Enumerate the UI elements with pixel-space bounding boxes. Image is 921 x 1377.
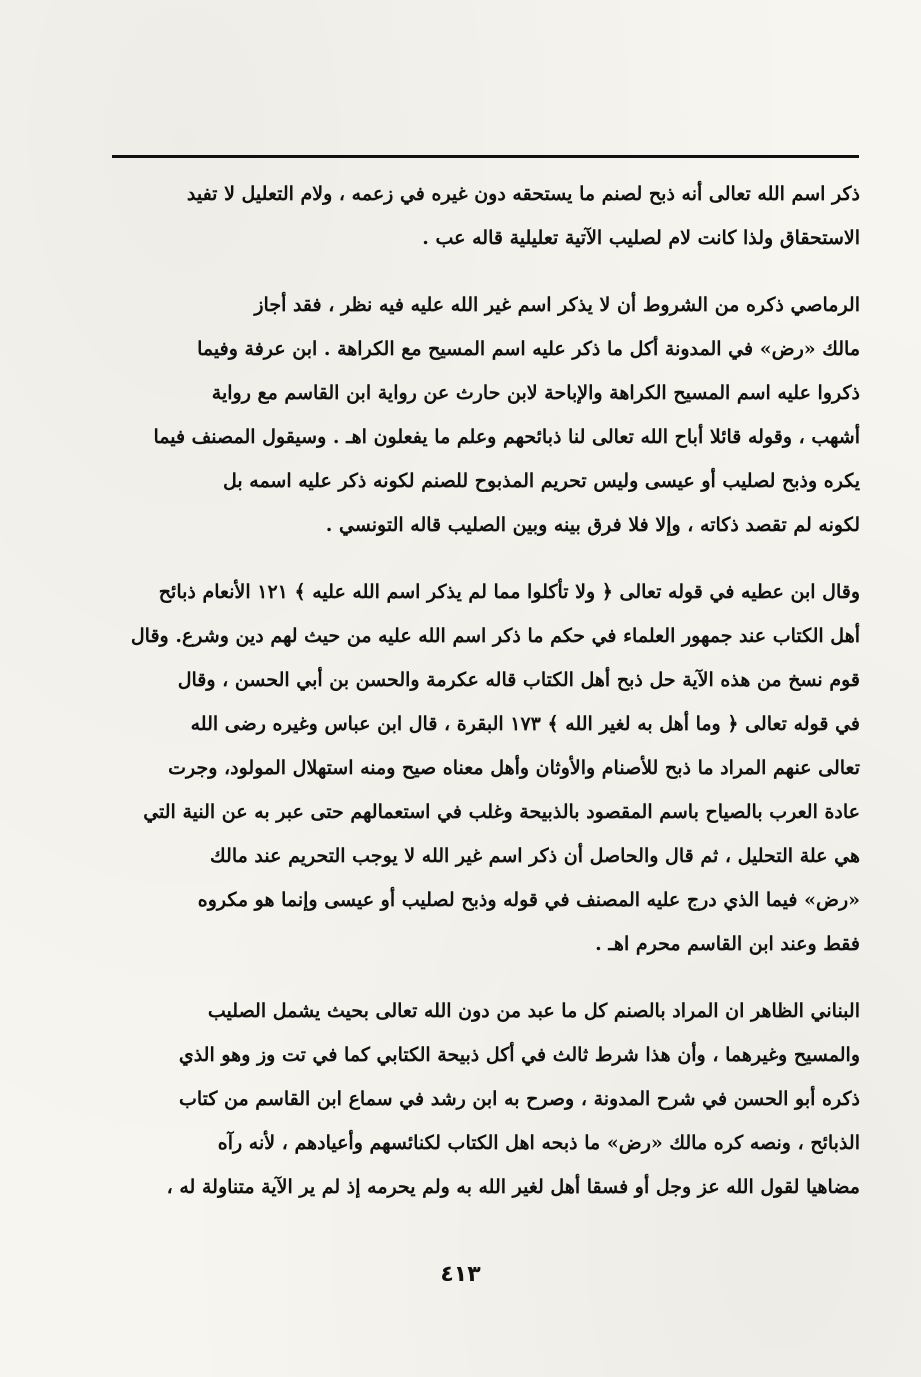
text-line: عادة العرب بالصياح باسم المقصود بالذبيحة وغلب في استعمالهم حتى عبر به عن النية التي [143,801,860,823]
text-line: الذبائح ، ونصه كره مالك «رض» ما ذبحه اهل الكتاب لكنائسهم وأعيادهم ، لأنه رآه [217,1132,860,1154]
paragraph-1 [108,172,860,260]
paragraph-2 [108,283,860,547]
text-line: قوم نسخ من هذه الآية حل ذبح أهل الكتاب قاله عكرمة والحسن بن أبي الحسن ، وقال [177,669,860,691]
text-line: في قوله تعالى ﴿ وما أهل به لغير الله ﴾ ١٧٣ البقرة ، قال ابن عباس وغيره رضى الله [190,713,860,735]
header-rule [112,155,859,158]
text-line: هي علة التحليل ، ثم قال والحاصل أن ذكر اسم غير الله لا يوجب التحريم عند مالك [210,845,860,867]
paragraph-gap [108,966,860,989]
page-number: ٤١٣ [440,1262,481,1287]
text-line: ذكروا عليه اسم المسيح الكراهة والإباحة لابن حارث عن رواية ابن القاسم مع رواية [211,382,860,404]
paragraph-3 [108,570,860,966]
paragraph-gap [108,547,860,570]
text-line: لكونه لم تقصد ذكاته ، وإلا فلا فرق بينه وبين الصليب قاله التونسي . [325,514,860,536]
text-line: وقال ابن عطيه في قوله تعالى ﴿ ولا تأكلوا مما لم يذكر اسم الله عليه ﴾ ١٢١ الأنعام ذبائح [158,581,860,603]
text-line: مضاهيا لقول الله عز وجل أو فسقا أهل لغير الله به ولم يحرمه إذ لم ير الآية متناولة له ، [166,1176,860,1198]
text-line: «رض» فيما الذي درج عليه المصنف في قوله وذبح لصليب أو عيسى وإنما هو مكروه [197,889,860,911]
text-line: ذكر اسم الله تعالى أنه ذبح لصنم ما يستحقه دون غيره في زعمه ، ولام التعليل لا تفيد [186,183,860,205]
text-line: البناني الظاهر ان المراد بالصنم كل ما عبد من دون الله تعالى بحيث يشمل الصليب [207,1000,860,1022]
text-line: تعالى عنهم المراد ما ذبح للأصنام والأوثان وأهل معناه صيح ومنه استهلال المولود، وجرت [168,757,860,779]
body-text [108,172,860,1209]
text-line: ذكره أبو الحسن في شرح المدونة ، وصرح به ابن رشد في سماع ابن القاسم من كتاب [178,1088,860,1110]
text-line: مالك «رض» في المدونة أكل ما ذكر عليه اسم المسيح مع الكراهة . ابن عرفة وفيما [197,338,860,360]
text-line: أشهب ، وقوله قائلا أباح الله تعالى لنا ذبائحهم وعلم ما يفعلون اهـ . وسيقول المصنف فيما [153,426,860,448]
text-line: والمسيح وغيرهما ، وأن هذا شرط ثالث في أكل ذبيحة الكتابي كما في تت وز وهو الذي [178,1044,860,1066]
paragraph-gap [108,260,860,283]
text-line: يكره وذبح لصليب أو عيسى وليس تحريم المذبوح للصنم لكونه ذكر عليه اسمه بل [222,470,860,492]
text-line: الرماصي ذكره من الشروط أن لا يذكر اسم غير الله عليه فيه نظر ، فقد أجاز [254,294,860,316]
text-line: الاستحقاق ولذا كانت لام لصليب الآتية تعليلية قاله عب . [422,227,860,249]
paragraph-4 [108,989,860,1209]
text-line: أهل الكتاب عند جمهور العلماء في حكم ما ذكر اسم الله عليه من حيث لهم دين وشرع. وقال [130,625,860,647]
text-line: فقط وعند ابن القاسم محرم اهـ . [595,933,860,955]
